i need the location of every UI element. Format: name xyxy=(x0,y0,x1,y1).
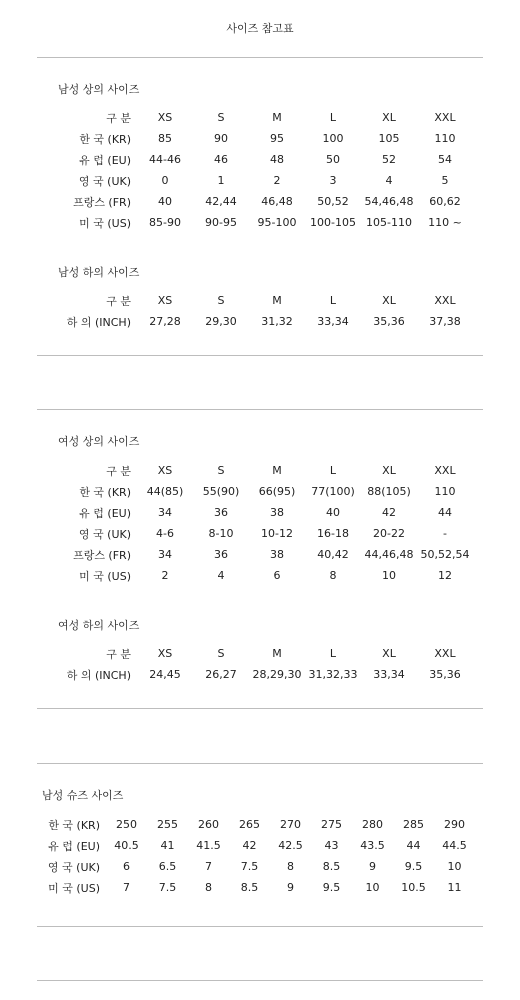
header-label: 구 분 xyxy=(106,294,131,308)
divider xyxy=(37,980,483,981)
table-cell: 16-18 xyxy=(317,527,349,540)
table-cell: 275 xyxy=(321,818,342,831)
table-cell: 8.5 xyxy=(240,881,259,894)
table-cell: 9.5 xyxy=(404,860,423,873)
table-row xyxy=(45,212,473,233)
table-cell: 3 xyxy=(329,174,337,187)
header-cell: M xyxy=(272,647,282,660)
table-cell: 42.5 xyxy=(278,839,303,852)
row-label: 하 의 (INCH) xyxy=(66,668,131,682)
table-cell: 52 xyxy=(382,153,396,166)
table-cell: 54 xyxy=(438,153,452,166)
table-cell: 60,62 xyxy=(429,195,461,208)
table-cell: 77(100) xyxy=(311,485,355,498)
table-cell: 7 xyxy=(123,881,130,894)
header-cell: M xyxy=(272,111,282,124)
table-header-row xyxy=(45,460,473,481)
table-cell: 7.5 xyxy=(158,881,177,894)
table-cell: 41.5 xyxy=(196,839,221,852)
table-cell: 36 xyxy=(214,548,228,561)
header-cell: XL xyxy=(382,647,396,660)
table-cell: 11 xyxy=(447,881,462,894)
divider xyxy=(37,926,483,927)
table-cell: 250 xyxy=(116,818,137,831)
table-cell: 8 xyxy=(329,569,337,582)
table-cell: 55(90) xyxy=(202,485,240,498)
table-cell: 42 xyxy=(242,839,257,852)
women-bottom-title: 여성 하의 사이즈 xyxy=(58,619,140,632)
table-cell: 40 xyxy=(326,506,340,519)
table-cell: 34 xyxy=(158,548,172,561)
header-cell: S xyxy=(217,464,225,477)
header-cell: S xyxy=(217,111,225,124)
table-cell: 31,32 xyxy=(261,315,293,328)
table-header-row xyxy=(45,290,473,311)
table-row xyxy=(45,502,473,523)
table-cell: 44 xyxy=(406,839,421,852)
table-cell: 42 xyxy=(382,506,396,519)
header-cell: XS xyxy=(157,294,173,307)
table-cell: 6 xyxy=(273,569,281,582)
table-cell: 35,36 xyxy=(373,315,405,328)
header-cell: XL xyxy=(382,294,396,307)
table-cell: 260 xyxy=(198,818,219,831)
table-row xyxy=(45,523,473,544)
table-cell: 12 xyxy=(438,569,452,582)
header-cell: XL xyxy=(382,464,396,477)
row-label: 한 국 (KR) xyxy=(79,132,131,146)
table-cell: 28,29,30 xyxy=(252,668,302,681)
table-cell: 110 ~ xyxy=(428,216,462,229)
row-label: 프랑스 (FR) xyxy=(73,195,131,209)
table-cell: 0 xyxy=(161,174,169,187)
table-cell: 95 xyxy=(270,132,284,145)
table-cell: 48 xyxy=(270,153,284,166)
header-cell: S xyxy=(217,647,225,660)
header-cell: L xyxy=(329,294,337,307)
table-cell: 110 xyxy=(434,132,456,145)
table-cell: 255 xyxy=(157,818,178,831)
women-top-table xyxy=(45,460,473,586)
table-cell: 24,45 xyxy=(149,668,181,681)
table-cell: 38 xyxy=(270,548,284,561)
table-cell: 46 xyxy=(214,153,228,166)
table-cell: 10 xyxy=(382,569,396,582)
table-cell: 100-105 xyxy=(310,216,356,229)
table-cell: 1 xyxy=(217,174,225,187)
table-row xyxy=(45,565,473,586)
table-cell: 90-95 xyxy=(205,216,237,229)
table-cell: 31,32,33 xyxy=(308,668,358,681)
table-cell: 9 xyxy=(287,881,294,894)
header-cell: XS xyxy=(157,111,173,124)
table-cell: 40.5 xyxy=(114,839,139,852)
header-cell: S xyxy=(217,294,225,307)
table-cell: 38 xyxy=(270,506,284,519)
row-label: 미 국 (US) xyxy=(48,881,100,895)
header-cell: XL xyxy=(382,111,396,124)
table-cell: 34 xyxy=(158,506,172,519)
header-cell: M xyxy=(272,464,282,477)
header-label: 구 분 xyxy=(106,111,131,125)
divider xyxy=(37,409,483,410)
table-row xyxy=(45,544,473,565)
table-row xyxy=(32,814,475,835)
table-cell: 105-110 xyxy=(366,216,412,229)
row-label: 영 국 (UK) xyxy=(78,527,131,541)
table-cell: 2 xyxy=(161,569,169,582)
table-cell: 44-46 xyxy=(149,153,181,166)
men-top-title: 남성 상의 사이즈 xyxy=(58,83,140,96)
header-cell: XS xyxy=(157,647,173,660)
table-cell: 40,42 xyxy=(317,548,349,561)
table-cell: 10-12 xyxy=(261,527,293,540)
table-header-row xyxy=(45,107,473,128)
men-shoes-table xyxy=(32,814,475,898)
header-cell: XXL xyxy=(434,294,456,307)
table-row xyxy=(32,835,475,856)
men-bottom-title: 남성 하의 사이즈 xyxy=(58,266,140,279)
table-cell: 4 xyxy=(217,569,225,582)
table-cell: 44 xyxy=(438,506,452,519)
table-cell: 33,34 xyxy=(373,668,405,681)
table-cell: 8 xyxy=(287,860,294,873)
row-label: 유 럽 (EU) xyxy=(79,153,131,167)
table-cell: 10.5 xyxy=(401,881,426,894)
row-label: 유 럽 (EU) xyxy=(48,839,100,853)
table-cell: 9 xyxy=(369,860,376,873)
table-row xyxy=(45,128,473,149)
table-cell: 105 xyxy=(378,132,400,145)
table-cell: 285 xyxy=(403,818,424,831)
table-cell: 6 xyxy=(123,860,130,873)
table-cell: 42,44 xyxy=(205,195,237,208)
row-label: 미 국 (US) xyxy=(79,216,131,230)
men-shoes-title: 남성 슈즈 사이즈 xyxy=(42,789,124,802)
table-cell: 50 xyxy=(326,153,340,166)
header-cell: XXL xyxy=(434,647,456,660)
table-cell: 110 xyxy=(434,485,456,498)
men-top-table xyxy=(45,107,473,233)
table-row xyxy=(32,877,475,898)
table-cell: 280 xyxy=(362,818,383,831)
table-cell: 4 xyxy=(385,174,393,187)
table-cell: 6.5 xyxy=(158,860,177,873)
table-cell: 8 xyxy=(205,881,212,894)
divider xyxy=(37,57,483,58)
table-header-row xyxy=(45,643,473,664)
table-cell: 44(85) xyxy=(146,485,184,498)
table-cell: 40 xyxy=(158,195,172,208)
header-cell: L xyxy=(329,464,337,477)
table-cell: 33,34 xyxy=(317,315,349,328)
table-cell: 95-100 xyxy=(257,216,297,229)
table-row xyxy=(45,311,473,332)
row-label: 하 의 (INCH) xyxy=(66,315,131,329)
header-cell: XXL xyxy=(434,111,456,124)
table-cell: 50,52 xyxy=(317,195,349,208)
row-label: 프랑스 (FR) xyxy=(73,548,131,562)
table-cell: - xyxy=(443,527,447,540)
table-cell: 43 xyxy=(324,839,339,852)
table-cell: 2 xyxy=(273,174,281,187)
table-cell: 85-90 xyxy=(149,216,181,229)
table-cell: 37,38 xyxy=(429,315,461,328)
table-cell: 4-6 xyxy=(156,527,174,540)
table-row xyxy=(45,664,473,685)
table-cell: 7 xyxy=(205,860,212,873)
table-cell: 36 xyxy=(214,506,228,519)
table-cell: 85 xyxy=(158,132,172,145)
header-cell: XS xyxy=(157,464,173,477)
table-cell: 90 xyxy=(214,132,228,145)
divider xyxy=(37,708,483,709)
women-top-title: 여성 상의 사이즈 xyxy=(58,435,140,448)
page-title: 사이즈 참고표 xyxy=(226,22,294,35)
table-cell: 27,28 xyxy=(149,315,181,328)
table-cell: 5 xyxy=(441,174,449,187)
row-label: 미 국 (US) xyxy=(79,569,131,583)
table-cell: 265 xyxy=(239,818,260,831)
table-cell: 35,36 xyxy=(429,668,461,681)
table-row xyxy=(45,149,473,170)
row-label: 한 국 (KR) xyxy=(48,818,100,832)
header-cell: M xyxy=(272,294,282,307)
header-cell: L xyxy=(329,647,337,660)
header-label: 구 분 xyxy=(106,647,131,661)
table-row xyxy=(45,191,473,212)
table-cell: 8-10 xyxy=(208,527,234,540)
table-cell: 100 xyxy=(322,132,344,145)
row-label: 영 국 (UK) xyxy=(47,860,100,874)
women-bottom-table xyxy=(45,643,473,685)
table-cell: 290 xyxy=(444,818,465,831)
table-cell: 88(105) xyxy=(367,485,411,498)
header-label: 구 분 xyxy=(106,464,131,478)
table-cell: 41 xyxy=(160,839,175,852)
table-cell: 50,52,54 xyxy=(420,548,470,561)
table-cell: 29,30 xyxy=(205,315,237,328)
table-cell: 7.5 xyxy=(240,860,259,873)
table-row xyxy=(45,481,473,502)
table-cell: 26,27 xyxy=(205,668,237,681)
divider xyxy=(37,355,483,356)
table-cell: 270 xyxy=(280,818,301,831)
row-label: 영 국 (UK) xyxy=(78,174,131,188)
row-label: 한 국 (KR) xyxy=(79,485,131,499)
men-bottom-table xyxy=(45,290,473,332)
table-cell: 46,48 xyxy=(261,195,293,208)
header-cell: XXL xyxy=(434,464,456,477)
table-cell: 66(95) xyxy=(258,485,296,498)
table-cell: 44,46,48 xyxy=(364,548,414,561)
table-cell: 10 xyxy=(447,860,462,873)
divider xyxy=(37,763,483,764)
table-cell: 54,46,48 xyxy=(364,195,414,208)
table-cell: 44.5 xyxy=(442,839,467,852)
table-cell: 8.5 xyxy=(322,860,341,873)
table-cell: 20-22 xyxy=(373,527,405,540)
row-label: 유 럽 (EU) xyxy=(79,506,131,520)
header-cell: L xyxy=(329,111,337,124)
table-cell: 9.5 xyxy=(322,881,341,894)
table-row xyxy=(45,170,473,191)
table-row xyxy=(32,856,475,877)
table-cell: 43.5 xyxy=(360,839,385,852)
table-cell: 10 xyxy=(365,881,380,894)
